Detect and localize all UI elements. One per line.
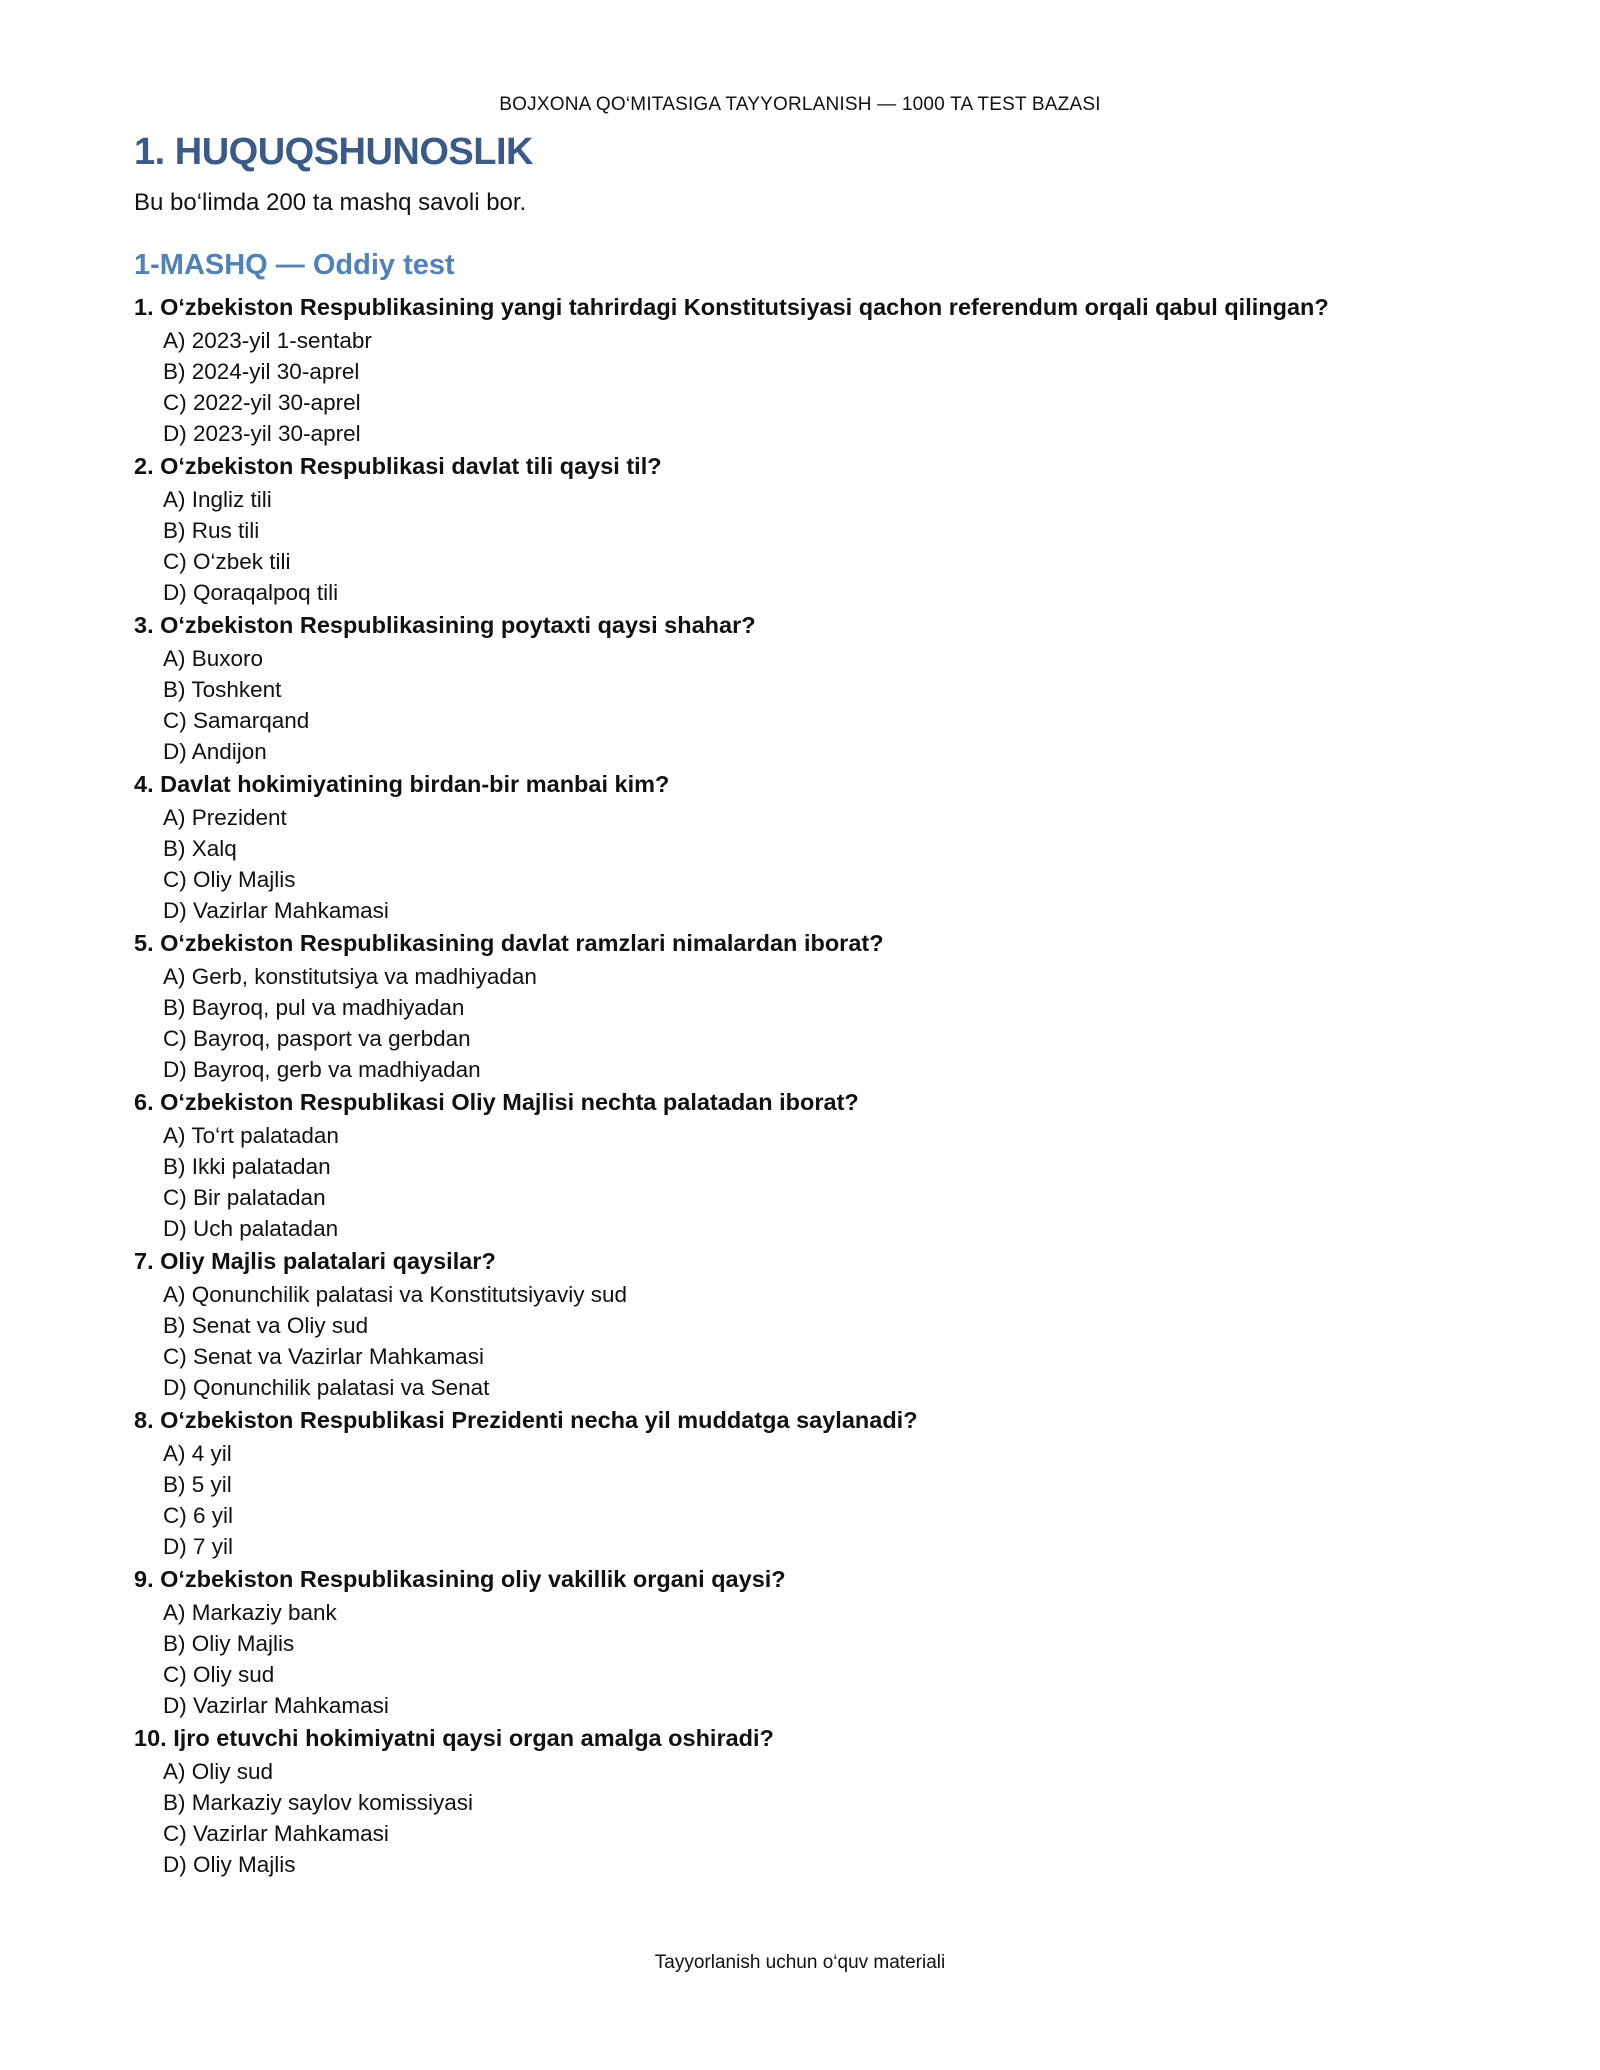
question-item — [134, 767, 1474, 926]
exercise-title: 1-MASHQ — Oddiy test — [134, 249, 455, 281]
question-item — [134, 608, 1474, 767]
answer-option: C) Samarqand — [163, 708, 310, 733]
question-item — [134, 1562, 1474, 1721]
answer-option: C) 2022-yil 30-aprel — [163, 390, 361, 415]
answer-option: B) Oliy Majlis — [163, 1631, 295, 1656]
question-list — [134, 290, 1474, 1880]
answer-option: D) Vazirlar Mahkamasi — [163, 898, 389, 923]
answer-option: D) Bayroq, gerb va madhiyadan — [163, 1057, 481, 1082]
answer-option: D) Andijon — [163, 739, 267, 764]
answer-option: A) Prezident — [163, 805, 287, 830]
answer-options — [163, 802, 1474, 926]
answer-option: D) 7 yil — [163, 1534, 234, 1559]
section-title: 1. HUQUQSHUNOSLIK — [134, 131, 533, 173]
question-item — [134, 1721, 1474, 1880]
answer-option: C) Bayroq, pasport va gerbdan — [163, 1026, 471, 1051]
answer-option: B) Markaziy saylov komissiyasi — [163, 1790, 474, 1815]
question-text: 6. O‘zbekiston Respublikasi Oliy Majlisi nechta palatadan iborat? — [134, 1089, 859, 1115]
answer-option: D) 2023-yil 30-aprel — [163, 421, 361, 446]
answer-option: C) Senat va Vazirlar Mahkamasi — [163, 1344, 484, 1369]
question-text: 10. Ijro etuvchi hokimiyatni qaysi organ amalga oshiradi? — [134, 1725, 774, 1751]
answer-option: A) Ingliz tili — [163, 487, 272, 512]
answer-options — [163, 1438, 1474, 1562]
answer-options — [163, 1756, 1474, 1880]
question-item — [134, 1085, 1474, 1244]
answer-option: B) Toshkent — [163, 677, 282, 702]
question-text: 2. O‘zbekiston Respublikasi davlat tili qaysi til? — [134, 453, 662, 479]
answer-option: D) Qonunchilik palatasi va Senat — [163, 1375, 490, 1400]
answer-option: B) 5 yil — [163, 1472, 232, 1497]
answer-option: A) Markaziy bank — [163, 1600, 337, 1625]
answer-option: C) O‘zbek tili — [163, 549, 291, 574]
answer-options — [163, 484, 1474, 608]
question-text: 9. O‘zbekiston Respublikasining oliy vakillik organi qaysi? — [134, 1566, 786, 1592]
answer-option: D) Qoraqalpoq tili — [163, 580, 339, 605]
answer-options — [163, 325, 1474, 449]
answer-option: D) Uch palatadan — [163, 1216, 339, 1241]
answer-option: B) 2024-yil 30-aprel — [163, 359, 360, 384]
question-text: 7. Oliy Majlis palatalari qaysilar? — [134, 1248, 496, 1274]
answer-option: B) Senat va Oliy sud — [163, 1313, 369, 1338]
answer-option: D) Vazirlar Mahkamasi — [163, 1693, 389, 1718]
answer-option: A) Qonunchilik palatasi va Konstitutsiyaviy sud — [163, 1282, 627, 1307]
answer-option: A) 2023-yil 1-sentabr — [163, 328, 372, 353]
section-intro: Bu bo‘limda 200 ta mashq savoli bor. — [134, 189, 527, 216]
question-text: 5. O‘zbekiston Respublikasining davlat ramzlari nimalardan iborat? — [134, 930, 884, 956]
document-body — [134, 128, 1474, 1880]
answer-option: A) Buxoro — [163, 646, 264, 671]
answer-option: A) To‘rt palatadan — [163, 1123, 339, 1148]
answer-option: B) Ikki palatadan — [163, 1154, 331, 1179]
answer-option: C) Oliy Majlis — [163, 867, 296, 892]
answer-option: C) Bir palatadan — [163, 1185, 326, 1210]
question-text: 1. O‘zbekiston Respublikasining yangi tahrirdagi Konstitutsiyasi qachon referendum orqali qabul qilingan? — [134, 294, 1329, 320]
answer-options — [163, 1120, 1474, 1244]
answer-option: D) Oliy Majlis — [163, 1852, 296, 1877]
question-item — [134, 1403, 1474, 1562]
question-item — [134, 290, 1474, 449]
answer-option: C) Oliy sud — [163, 1662, 275, 1687]
question-text: 4. Davlat hokimiyatining birdan-bir manbai kim? — [134, 771, 670, 797]
answer-option: B) Bayroq, pul va madhiyadan — [163, 995, 465, 1020]
answer-options — [163, 1279, 1474, 1403]
answer-option: A) 4 yil — [163, 1441, 232, 1466]
answer-options — [163, 961, 1474, 1085]
answer-option: B) Rus tili — [163, 518, 260, 543]
answer-option: B) Xalq — [163, 836, 237, 861]
page-header: BOJXONA QO‘MITASIGA TAYYORLANISH — 1000 TA TEST BAZASI — [499, 94, 1101, 115]
answer-option: C) 6 yil — [163, 1503, 234, 1528]
answer-option: A) Oliy sud — [163, 1759, 274, 1784]
answer-option: C) Vazirlar Mahkamasi — [163, 1821, 389, 1846]
question-text: 8. O‘zbekiston Respublikasi Prezidenti necha yil muddatga saylanadi? — [134, 1407, 918, 1433]
question-item — [134, 1244, 1474, 1403]
question-item — [134, 449, 1474, 608]
page-footer: Tayyorlanish uchun o‘quv materiali — [654, 1952, 946, 1973]
question-text: 3. O‘zbekiston Respublikasining poytaxti qaysi shahar? — [134, 612, 756, 638]
question-item — [134, 926, 1474, 1085]
answer-option: A) Gerb, konstitutsiya va madhiyadan — [163, 964, 537, 989]
answer-options — [163, 643, 1474, 767]
answer-options — [163, 1597, 1474, 1721]
